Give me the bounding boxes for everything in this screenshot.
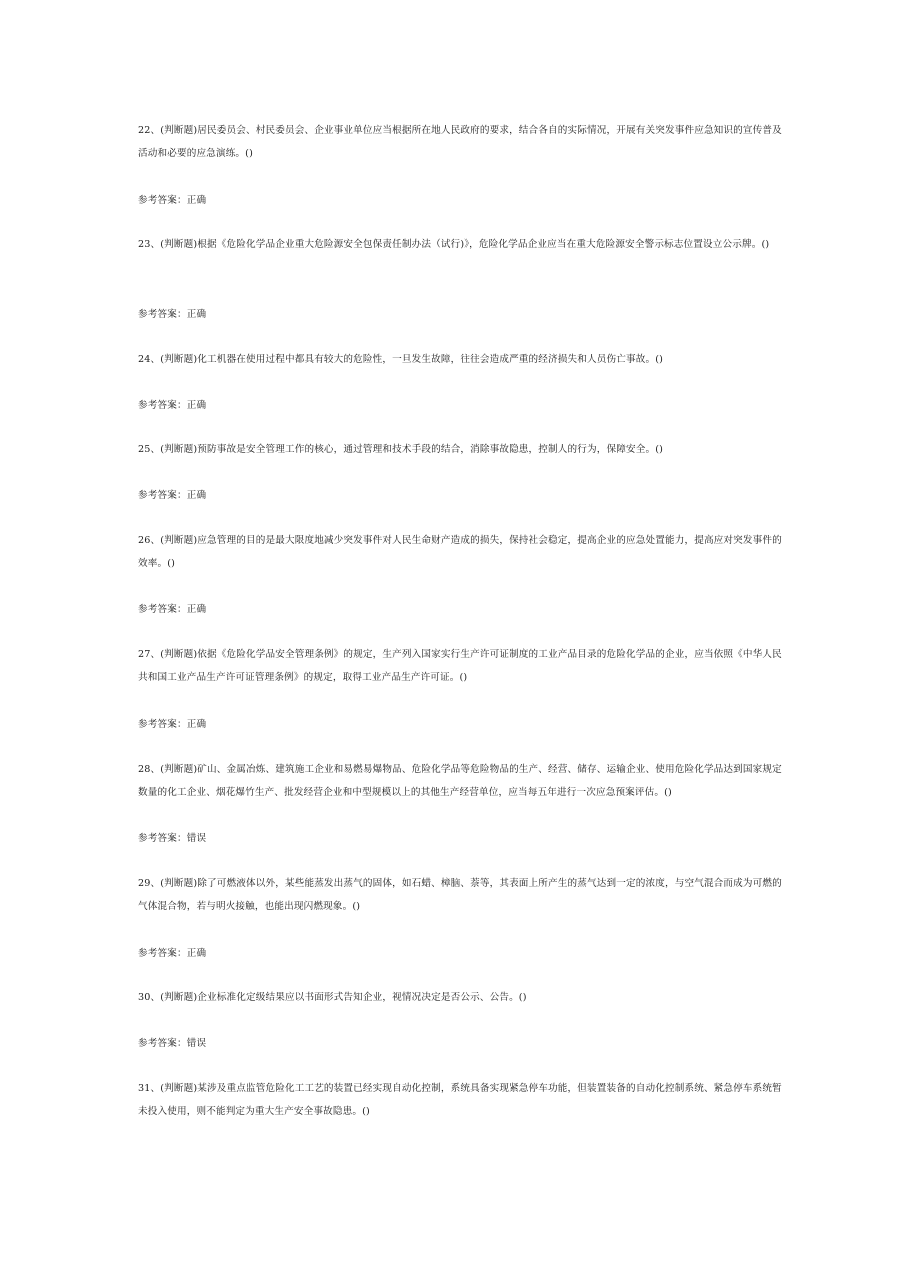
answer-27: 参考答案：正确: [138, 719, 207, 730]
answer-23: 参考答案：正确: [138, 309, 207, 320]
question-31: 31、(判断题)某涉及重点监管危险化工工艺的装置已经实现自动化控制，系统具备实现紧急停车功能，但装置装备的自动化控制系统、紧急停车系统暂未投入使用，则不能判定为重大生产安全事故隐患。(): [138, 1083, 782, 1117]
question-29: 29、(判断题)除了可燃液体以外，某些能蒸发出蒸气的固体，如石蜡、樟脑、萘等，其表面上所产生的蒸气达到一定的浓度，与空气混合而成为可燃的气体混合物，若与明火接触，也能出现闪燃现象。(): [138, 878, 782, 912]
answer-28: 参考答案：错误: [138, 833, 207, 844]
question-26: 26、(判断题)应急管理的目的是最大限度地减少突发事件对人民生命财产造成的损失，保持社会稳定，提高企业的应急处置能力，提高应对突发事件的效率。(): [138, 535, 782, 569]
answer-25: 参考答案：正确: [138, 490, 207, 501]
answer-29: 参考答案：正确: [138, 948, 207, 959]
answer-22: 参考答案：正确: [138, 195, 207, 206]
question-27: 27、(判断题)依据《危险化学品安全管理条例》的规定，生产列入国家实行生产许可证制度的工业产品目录的危险化学品的企业，应当依照《中华人民共和国工业产品生产许可证管理条例》的规定，取得工业产品生产许可证。(): [138, 649, 782, 683]
answer-24: 参考答案：正确: [138, 400, 207, 411]
question-22: 22、(判断题)居民委员会、村民委员会、企业事业单位应当根据所在地人民政府的要求，结合各自的实际情况，开展有关突发事件应急知识的宣传普及活动和必要的应急演练。(): [138, 125, 782, 159]
question-24: 24、(判断题)化工机器在使用过程中都具有较大的危险性，一旦发生故障，往往会造成严重的经济损失和人员伤亡事故。(): [138, 354, 664, 365]
question-30: 30、(判断题)企业标准化定级结果应以书面形式告知企业，视情况决定是否公示、公告。(): [138, 992, 527, 1003]
answer-26: 参考答案：正确: [138, 604, 207, 615]
question-25: 25、(判断题)预防事故是安全管理工作的核心，通过管理和技术手段的结合，消除事故隐患，控制人的行为，保障安全。(): [138, 444, 664, 455]
question-28: 28、(判断题)矿山、金属冶炼、建筑施工企业和易燃易爆物品、危险化学品等危险物品的生产、经营、储存、运输企业、使用危险化学品达到国家规定数量的化工企业、烟花爆竹生产、批发经营企业和中型规模以上的其他生产经营单位，应当每五年进行一次应急预案评估。(): [138, 764, 782, 798]
question-23: 23、(判断题)根据《危险化学品企业重大危险源安全包保责任制办法（试行)》，危险化学品企业应当在重大危险源安全警示标志位置设立公示牌。(): [138, 239, 770, 250]
answer-30: 参考答案：错误: [138, 1038, 207, 1049]
